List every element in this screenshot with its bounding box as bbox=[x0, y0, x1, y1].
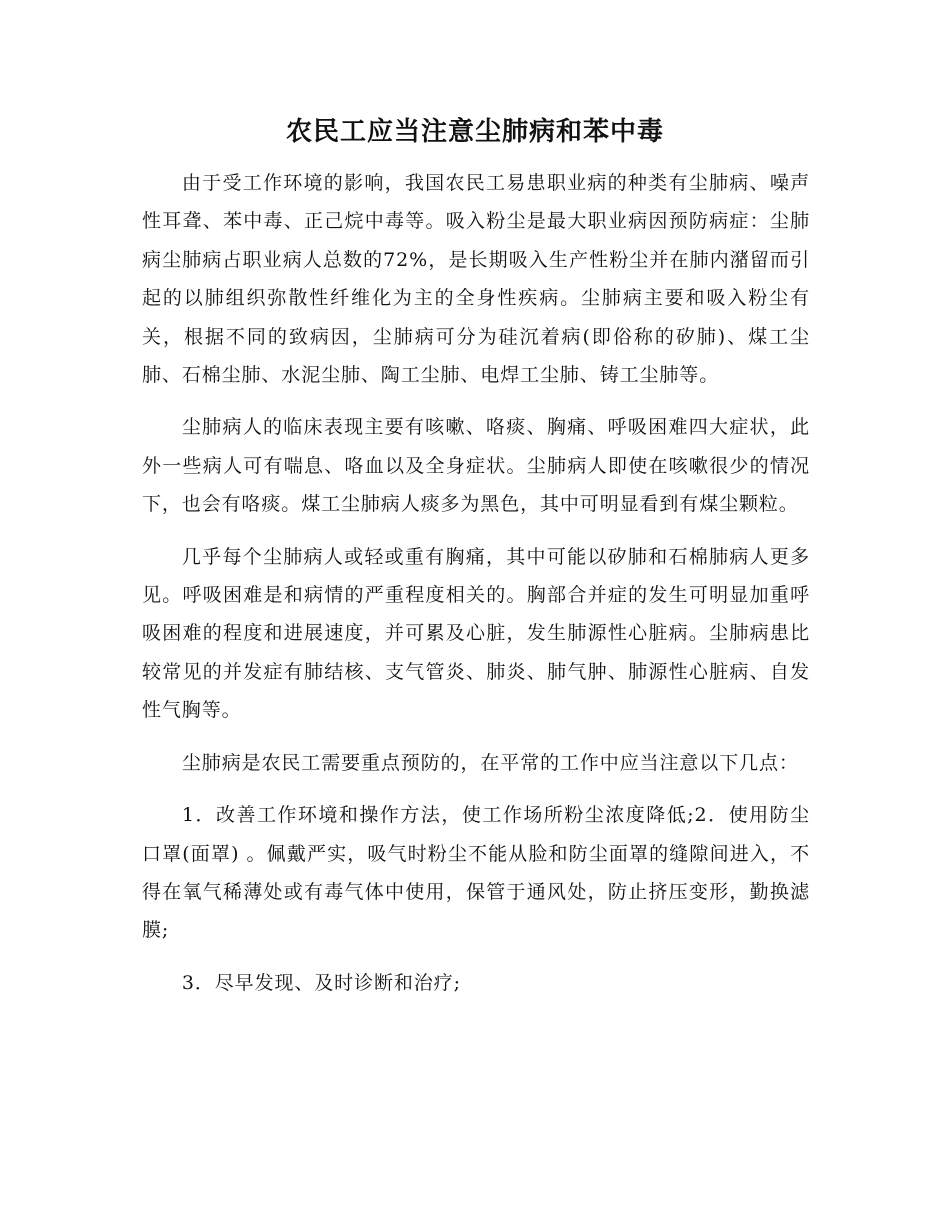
document-title: 农民工应当注意尘肺病和苯中毒 bbox=[285, 117, 664, 147]
document-body bbox=[142, 164, 810, 1002]
paragraph-early-diagnosis: 3．尽早发现、及时诊断和治疗; bbox=[181, 971, 461, 994]
paragraph-symptoms: 尘肺病人的临床表现主要有咳嗽、咯痰、胸痛、呼吸困难四大症状，此外一些病人可有喘息、咯血以及全身症状。尘肺病人即使在咳嗽很少的情况下，也会有咯痰。煤工尘肺病人痰多为黑色，其中可明显看到有煤尘颗粒。 bbox=[142, 416, 810, 516]
paragraph-chest-pain: 几乎每个尘肺病人或轻或重有胸痛，其中可能以矽肺和石棉肺病人更多见。呼吸困难是和病情的严重程度相关的。胸部合并症的发生可明显加重呼吸困难的程度和进展速度，并可累及心脏，发生肺源性心脏病。尘肺病患比较常见的并发症有肺结核、支气管炎、肺炎、肺气肿、肺源性心脏病、自发性气胸等。 bbox=[142, 545, 810, 722]
paragraph-prevention-intro: 尘肺病是农民工需要重点预防的，在平常的工作中应当注意以下几点： bbox=[181, 751, 799, 774]
paragraph-prevention-items: 1．改善工作环境和操作方法，使工作场所粉尘浓度降低;2．使用防尘口罩(面罩) 。佩戴严实，吸气时粉尘不能从脸和防尘面罩的缝隙间进入，不得在氧气稀薄处或有毒气体中使用，保管于通风处，防止挤压变形，勤换滤膜; bbox=[142, 804, 810, 942]
paragraph-intro: 由于受工作环境的影响，我国农民工易患职业病的种类有尘肺病、噪声性耳聋、苯中毒、正己烷中毒等。吸入粉尘是最大职业病因预防病症：尘肺病尘肺病占职业病人总数的72%，是长期吸入生产性粉尘并在肺内潴留而引起的以肺组织弥散性纤维化为主的全身性疾病。尘肺病主要和吸入粉尘有关，根据不同的致病因，尘肺病可分为硅沉着病(即俗称的矽肺)、煤工尘肺、石棉尘肺、水泥尘肺、陶工尘肺、电焊工尘肺、铸工尘肺等。 bbox=[142, 172, 810, 387]
